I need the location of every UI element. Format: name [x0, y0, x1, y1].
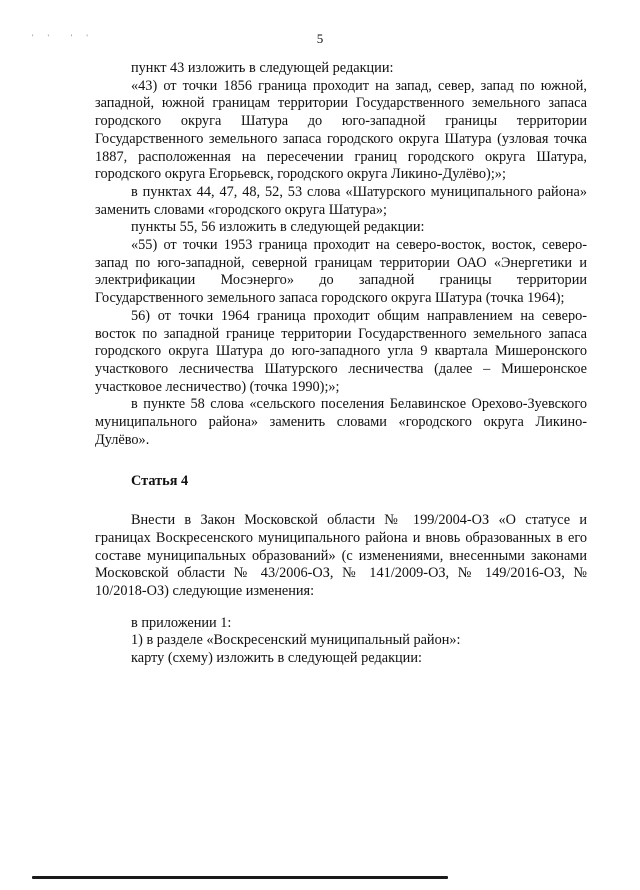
paragraph-amend-points-55-56: пункты 55, 56 изложить в следующей редакции:	[131, 219, 425, 236]
scan-specks: ' ' ' '	[32, 33, 94, 42]
article-intro: Внести в Закон Московской области № 199/2004-ОЗ «О статусе и границах Воскресенского муниципального района и вновь образованных в его составе муниципальных образований» (с изменениями, внесенными законами Московской области № 43/2006-ОЗ, № 141/2009-ОЗ, № 149/2016-ОЗ, № 10/2018-ОЗ) следующие изменения:	[95, 512, 587, 599]
paragraph-map-scheme: карту (схему) изложить в следующей редакции:	[131, 650, 422, 667]
article-heading: Статья 4	[131, 473, 189, 490]
paragraph-point-58: в пункте 58 слова «сельского поселения Белавинское Орехово-Зуевского муниципального района» заменить словами «городского округа Ликино-Дулёво».	[95, 396, 587, 448]
paragraph-point-55-text: «55) от точки 1953 граница проходит на северо-восток, восток, северо-запад по юго-западной, северной границам территории ОАО «Энергетики и электрификации Мосэнерго» до западной границы территории Государственного земельного запаса городского округа Шатура (точка 1964);	[95, 237, 587, 307]
paragraph-point-56-text: 56) от точки 1964 граница проходит общим направлением на северо-восток по западной границе территории Государственного земельного запаса городского округа Шатура до юго-западного угла 9 квартала Мишеронского участкового лесничества Шатурского лесничества (далее – Мишеронское участковое лесничество) (точка 1990);»;	[95, 307, 587, 395]
paragraph-points-44-53: в пунктах 44, 47, 48, 52, 53 слова «Шатурского муниципального района» заменить словами «городского округа Шатура»;	[95, 183, 587, 218]
page-number: 5	[316, 31, 324, 46]
scan-edge-line	[32, 876, 448, 879]
paragraph-section-voskresensky: 1) в разделе «Воскресенский муниципальный район»:	[131, 632, 461, 649]
paragraph-annex-1: в приложении 1:	[131, 614, 232, 631]
paragraph-amend-point-43: пункт 43 изложить в следующей редакции:	[131, 60, 394, 76]
document-body	[95, 60, 587, 668]
spacer	[95, 601, 587, 615]
paragraph-point-43-text: «43) от точки 1856 граница проходит на запад, север, запад по южной, западной, южной границам территории Государственного земельного запаса городского округа Шатура до юго-западной границы территории Государственного земельного запаса городского округа Шатура (узловая точка 1887, расположенная на пересечении границ городского округа Шатура, городского округа Егорьевск, городского округа Ликино-Дулёво);»;	[95, 77, 587, 183]
